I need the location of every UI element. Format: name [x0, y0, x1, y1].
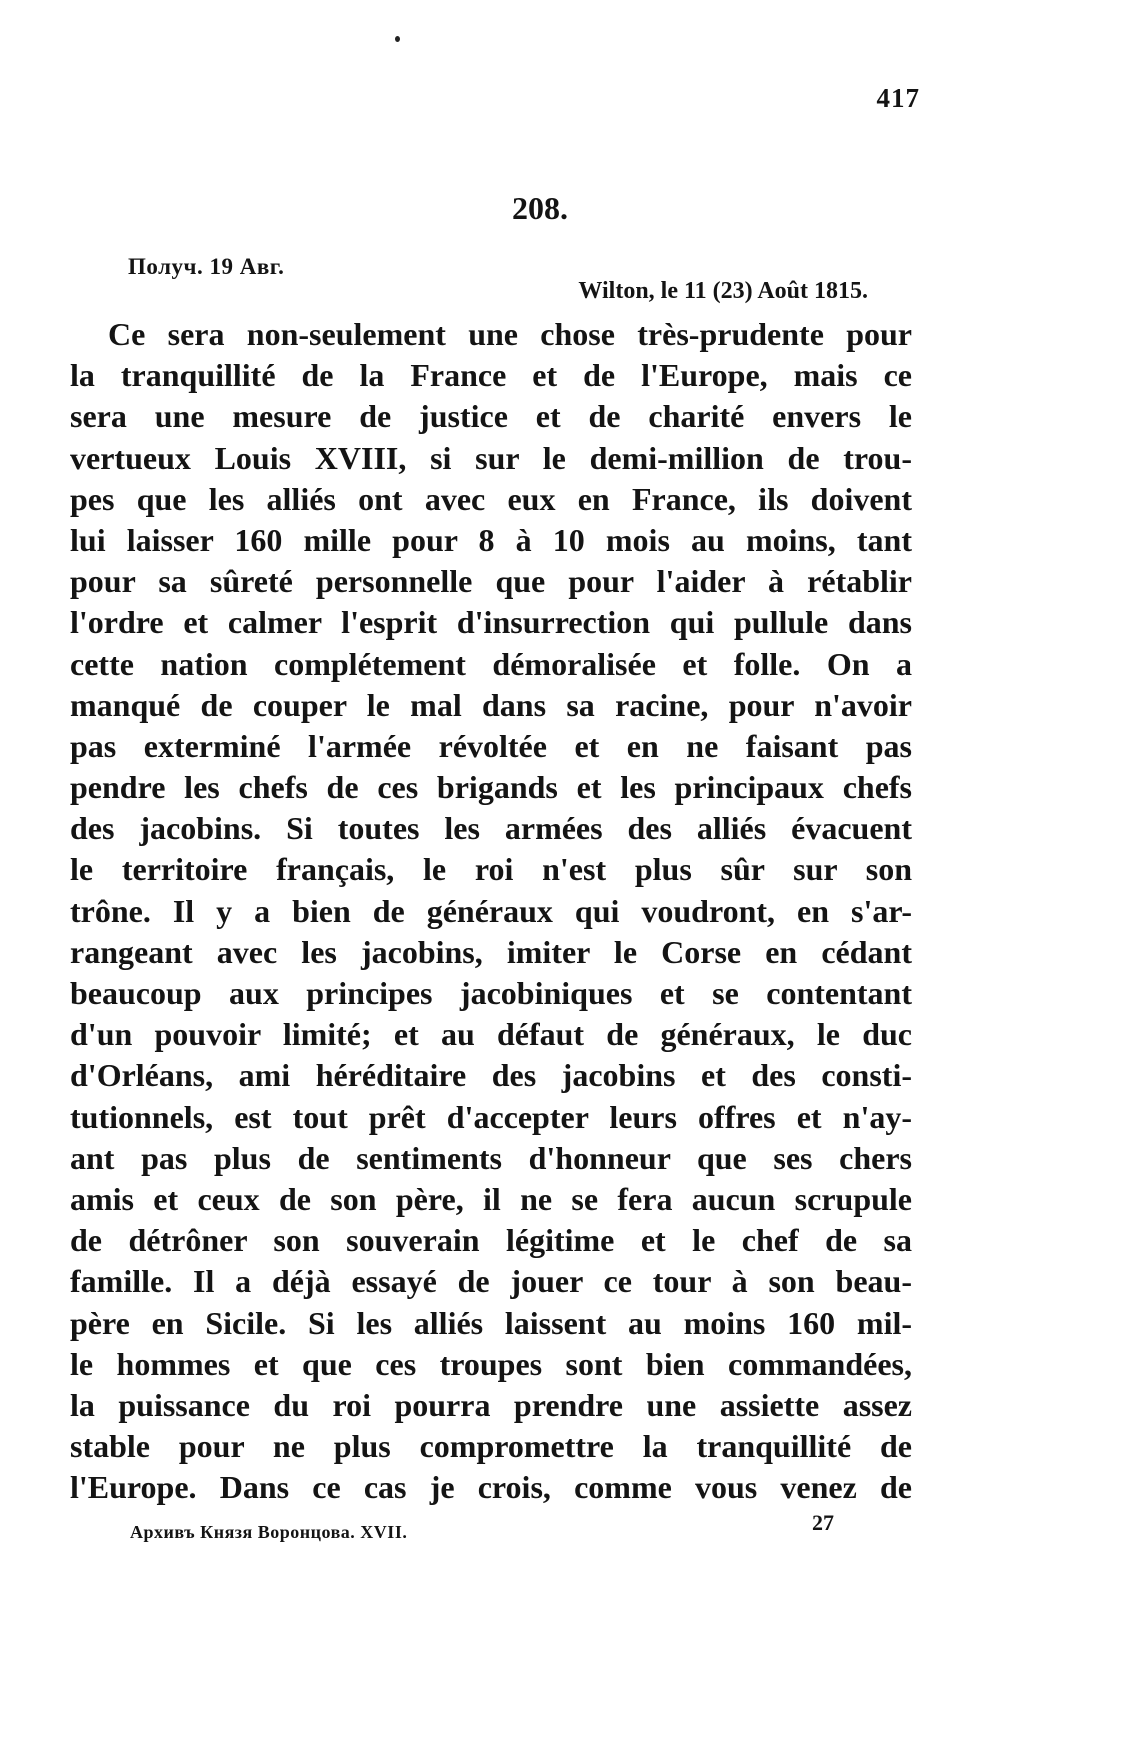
text-line: rangeant avec les jacobins, imiter le Corse en cédant: [70, 933, 912, 970]
text-line: famille. Il a déjà essayé de jouer ce tour à son beau-: [70, 1263, 912, 1300]
signature-mark: 27: [812, 1510, 834, 1535]
text-line: amis et ceux de son père, il ne se fera aucun scrupule: [70, 1180, 912, 1217]
text-line: la tranquillité de la France et de l'Europe, mais ce: [70, 357, 912, 394]
text-line: de détrôner son souverain légitime et le chef de sa: [70, 1222, 912, 1259]
page-number: 417: [876, 83, 920, 113]
text-line: beaucoup aux principes jacobiniques et se contentant: [70, 975, 912, 1011]
text-line: le territoire français, le roi n'est plus sûr sur son: [70, 851, 912, 888]
text-line: vertueux Louis XVIII, si sur le demi-million de trou-: [70, 439, 912, 476]
text-line: tutionnels, est tout prêt d'accepter leurs offres et n'ay-: [70, 1098, 912, 1135]
letter-number: 208.: [512, 190, 568, 226]
received-date-note: Получ. 19 Авг.: [128, 254, 285, 279]
text-line: d'un pouvoir limité; et au défaut de généraux, le duc: [70, 1016, 912, 1053]
place-and-date: Wilton, le 11 (23) Août 1815.: [578, 278, 868, 304]
text-line: le hommes et que ces troupes sont bien commandées,: [70, 1345, 912, 1382]
text-line: pour sa sûreté personnelle que pour l'aider à rétablir: [70, 563, 912, 600]
text-line: Ce sera non-seulement une chose très-prudente pour: [108, 316, 912, 352]
text-line: père en Sicile. Si les alliés laissent au moins 160 mil-: [70, 1304, 912, 1341]
text-line: des jacobins. Si toutes les armées des alliés évacuent: [70, 810, 912, 847]
text-line: pendre les chefs de ces brigands et les principaux chefs: [70, 769, 912, 806]
text-line: trône. Il y a bien de généraux qui voudront, en s'ar-: [70, 892, 912, 929]
text-line: cette nation complétement démoralisée et folle. On a: [70, 645, 912, 682]
scan-speck: [395, 36, 400, 42]
text-line: pas exterminé l'armée révoltée et en ne faisant pas: [70, 727, 912, 764]
text-line: sera une mesure de justice et de charité envers le: [70, 398, 912, 435]
text-line: l'Europe. Dans ce cas je crois, comme vous venez de: [70, 1469, 912, 1506]
archive-footer: Архивъ Князя Воронцова. XVII.: [130, 1522, 408, 1542]
text-line: pes que les alliés ont avec eux en France, ils doivent: [70, 480, 912, 517]
text-line: stable pour ne plus compromettre la tranquillité de: [70, 1428, 912, 1465]
letter-body: [70, 314, 912, 1508]
text-line: ant pas plus de sentiments d'honneur que ses chers: [70, 1139, 912, 1176]
text-line: d'Orléans, ami héréditaire des jacobins et des consti-: [70, 1057, 912, 1094]
text-line: l'ordre et calmer l'esprit d'insurrection qui pullule dans: [70, 604, 912, 641]
text-line: lui laisser 160 mille pour 8 à 10 mois au moins, tant: [70, 521, 912, 558]
text-line: manqué de couper le mal dans sa racine, pour n'avoir: [70, 686, 912, 723]
text-line: la puissance du roi pourra prendre une assiette assez: [70, 1386, 912, 1423]
